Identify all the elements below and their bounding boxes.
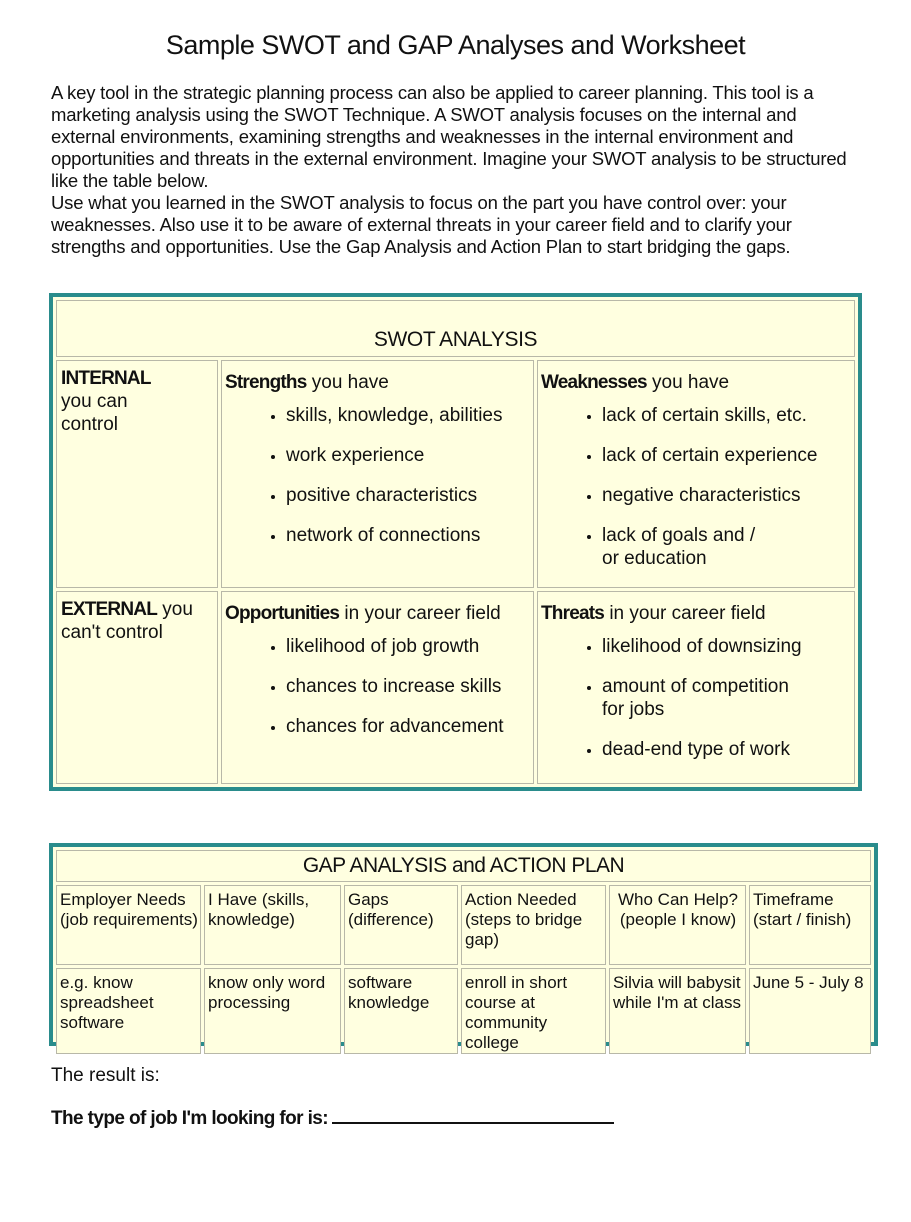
gap-cell-action-needed: enroll in short course at community college [461,968,606,1054]
list-item: • skills, knowledge, abilities [286,404,533,427]
weaknesses-subtext: you have [646,372,730,393]
gap-header-who-can-help: Who Can Help? (people I know) [609,885,746,965]
external-label-cell [56,591,218,784]
swot-table [49,293,862,791]
list-item: • likelihood of downsizing [602,635,854,658]
opportunities-subtext: in your career field [339,603,501,624]
page-title: Sample SWOT and GAP Analyses and Worksheet [165,30,746,60]
list-item: • work experience [286,444,533,467]
internal-subtext: you can control [61,391,128,435]
threats-cell [537,591,855,784]
gap-header-action-needed: Action Needed (steps to bridge gap) [461,885,606,965]
list-item: • amount of competition for jobs [602,675,802,721]
external-label: EXTERNAL [61,599,157,620]
list-item: • lack of certain experience [602,444,854,467]
opportunities-cell [221,591,534,784]
gap-header-gaps: Gaps (difference) [344,885,458,965]
internal-label-cell [56,360,218,588]
external-subtext: you can't control [61,599,193,643]
list-item: • network of connections [286,524,533,547]
gap-header-timeframe: Timeframe (start / finish) [749,885,871,965]
gap-table [49,843,878,1052]
weaknesses-label: Weaknesses [541,372,647,393]
strengths-subtext: you have [306,372,389,393]
intro-paragraph-2: Use what you learned in the SWOT analysis to focus on the part you have control over: your weaknesses. Also use it to be aware of external threats in your career field and to clarify your strengths and opportunities. Use the Gap Analysis and Action Plan to start bridging the gaps. [51,192,792,257]
gap-heading-cell [56,850,871,882]
gap-cell-employer-needs: e.g. know spreadsheet software [56,968,201,1054]
intro-text [51,82,851,258]
threats-label: Threats [541,603,605,624]
opportunities-list [222,635,533,738]
gap-cell-timeframe: June 5 - July 8 [749,968,871,1054]
strengths-label: Strengths [225,372,307,393]
swot-heading: SWOT ANALYSIS [373,328,538,351]
list-item: • lack of certain skills, etc. [602,404,854,427]
internal-label: INTERNAL [61,368,151,389]
gap-header-employer-needs: Employer Needs (job requirements) [56,885,201,965]
job-type-blank-line[interactable] [332,1104,614,1124]
list-item: • negative characteristics [602,484,854,507]
weaknesses-list [538,404,854,570]
threats-list [538,635,854,761]
gap-cell-who-can-help: Silvia will babysit while I'm at class [609,968,746,1054]
list-item: • positive characteristics [286,484,533,507]
threats-subtext: in your career field [604,603,766,624]
strengths-list [222,404,533,547]
job-type-label: The type of job I'm looking for is: [51,1108,328,1129]
gap-header-i-have: I Have (skills, knowledge) [204,885,341,965]
strengths-cell [221,360,534,588]
gap-cell-i-have: know only word processing [204,968,341,1054]
list-item: • lack of goals and / or education [602,524,772,570]
list-item: • chances to increase skills [286,675,533,698]
list-item: • likelihood of job growth [286,635,533,658]
gap-heading: GAP ANALYSIS and ACTION PLAN [302,854,625,877]
list-item: • dead-end type of work [602,738,854,761]
job-type-line [51,1104,614,1130]
gap-cell-gaps: software knowledge [344,968,458,1054]
opportunities-label: Opportunities [225,603,340,624]
list-item: • chances for advancement [286,715,533,738]
swot-heading-cell [56,300,855,357]
intro-paragraph-1: A key tool in the strategic planning process can also be applied to career planning. This tool is a marketing analysis using the SWOT Technique. A SWOT analysis focuses on the internal and external environments, examining strengths and weaknesses in the internal environment and opportunities and threats in the external environment. Imagine your SWOT analysis to be structured like the table below. [51,82,847,191]
weaknesses-cell [537,360,855,588]
result-label: The result is: [51,1065,160,1086]
